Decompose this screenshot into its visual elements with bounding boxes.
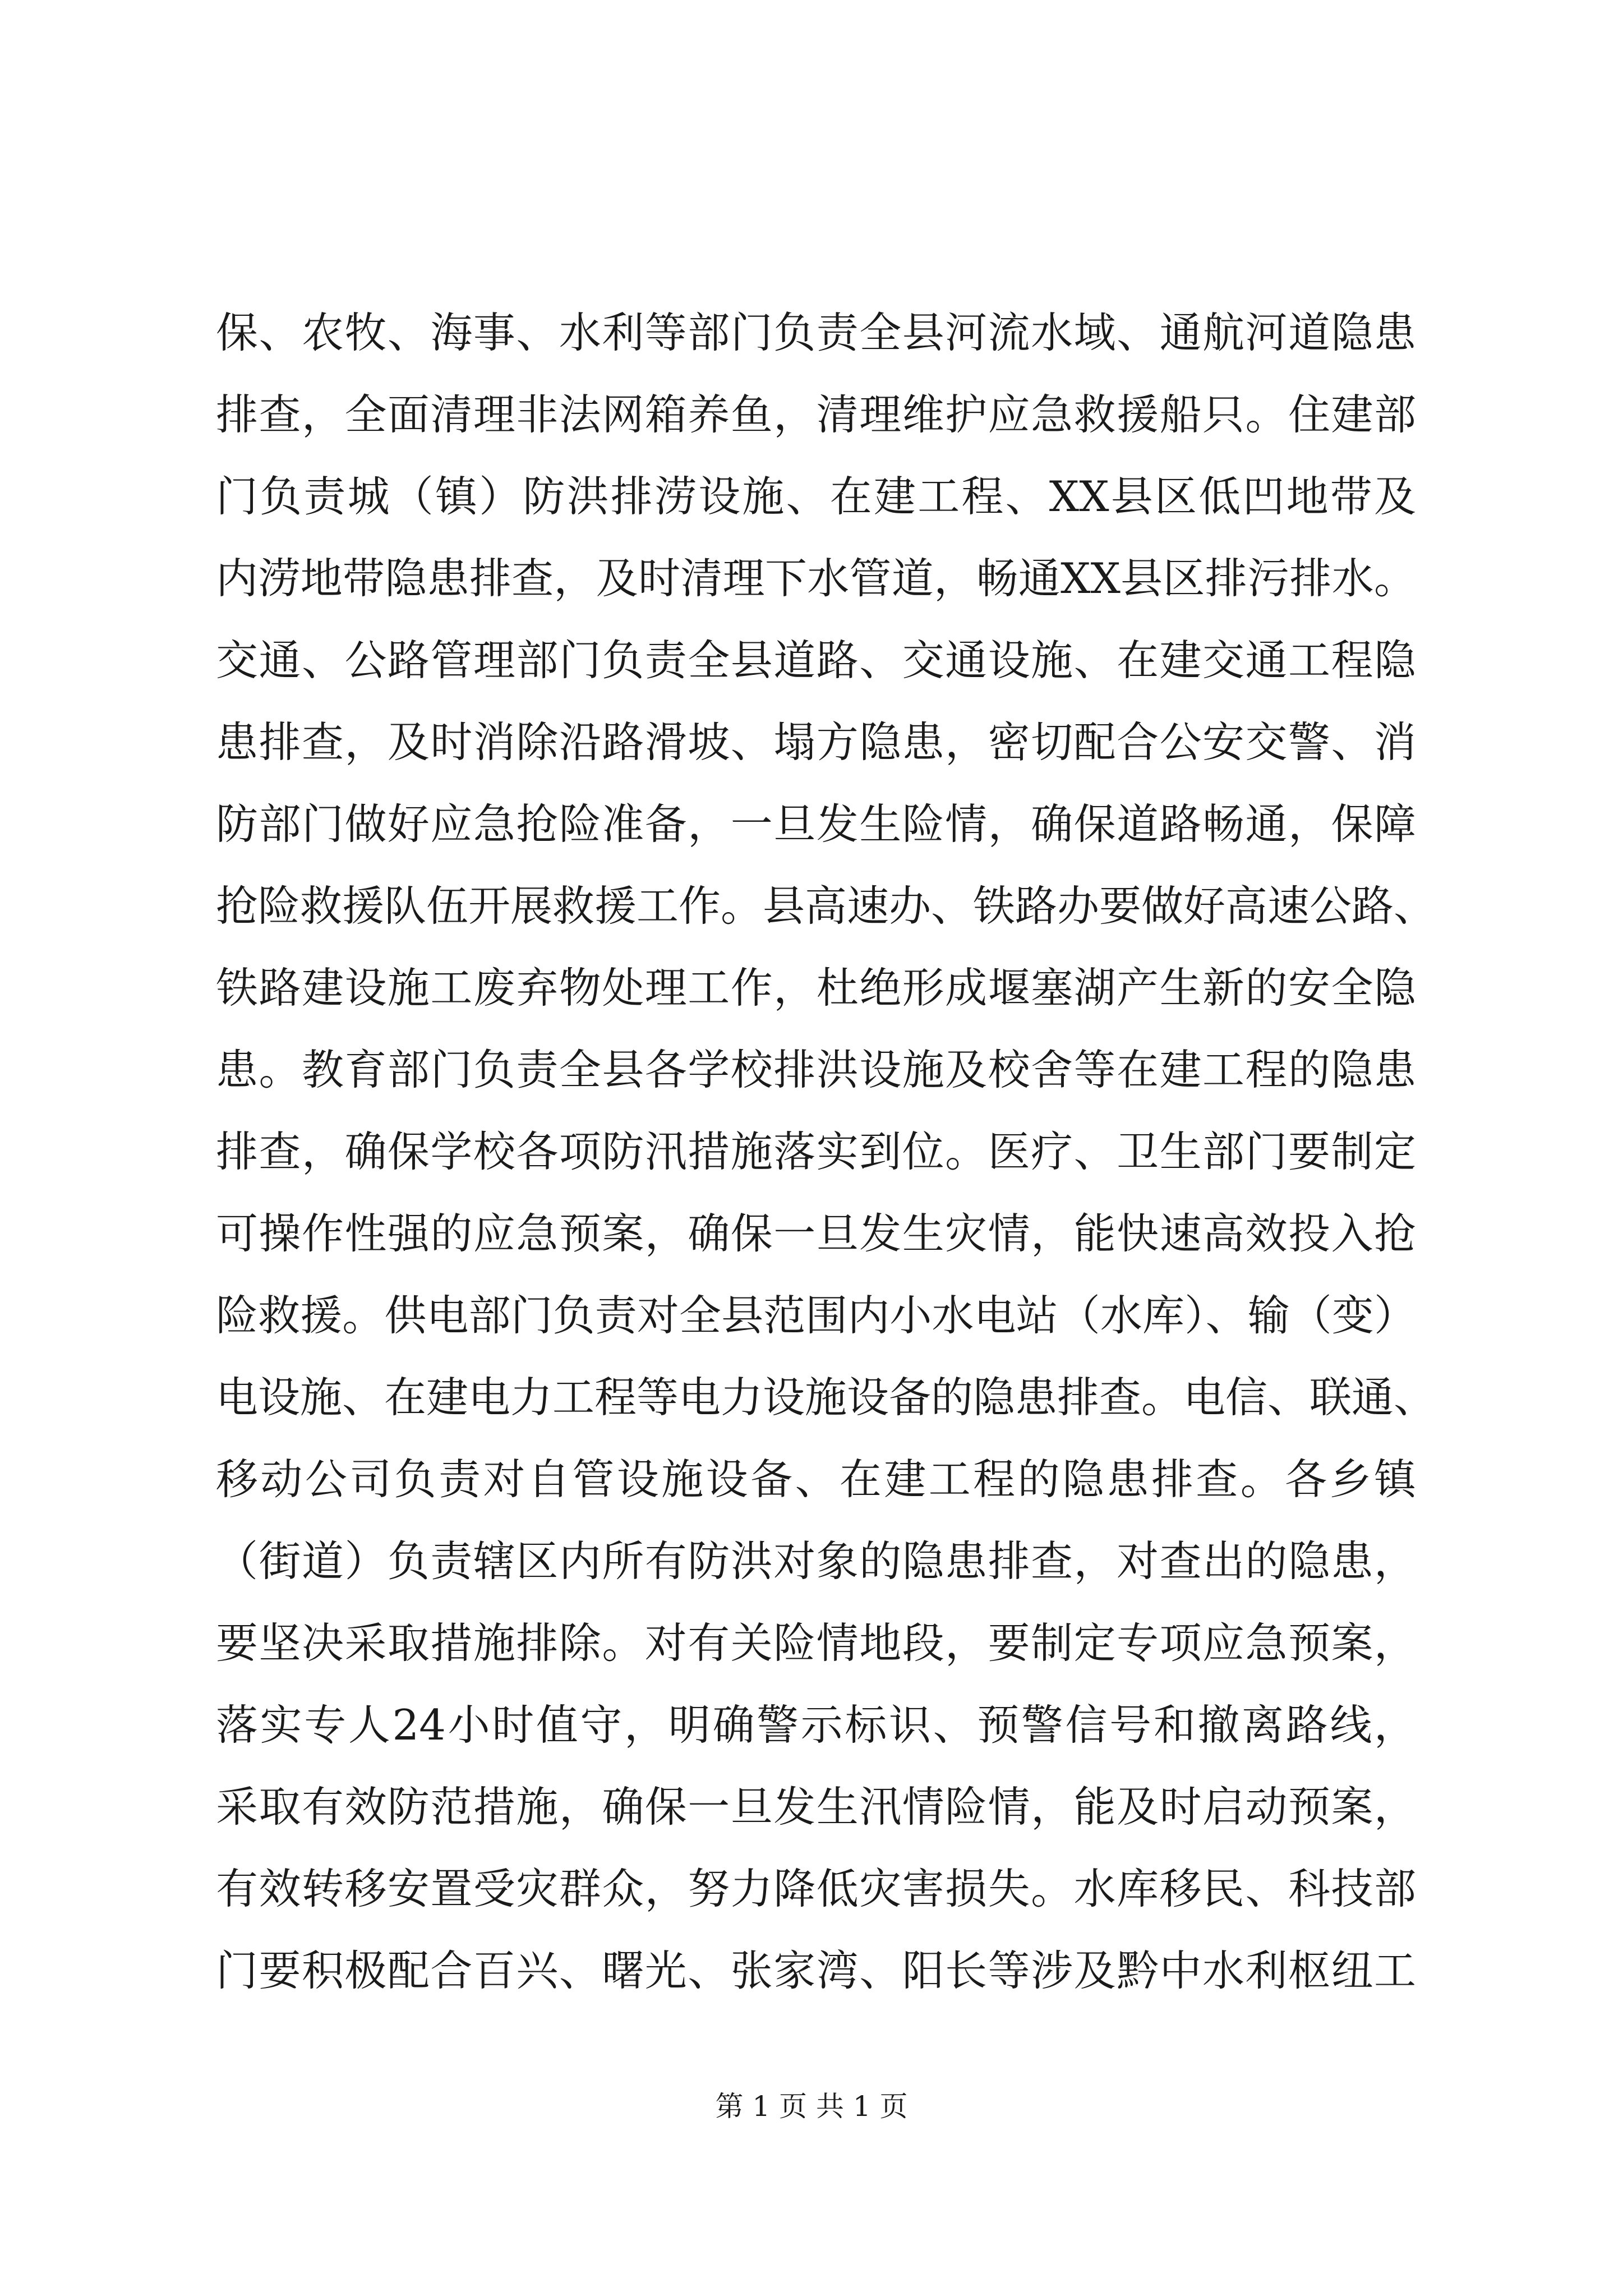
body-text bbox=[216, 292, 1436, 2012]
text-line: 交通、公路管理部门负责全县道路、交通设施、在建交通工程隐 bbox=[216, 636, 1416, 685]
text-line: 排查，全面清理非法网箱养鱼，清理维护应急救援船只。住建部 bbox=[216, 390, 1416, 439]
text-line: 落实专人24小时值守，明确警示标识、预警信号和撤离路线， bbox=[216, 1700, 1416, 1750]
text-line: 排查，确保学校各项防汛措施落实到位。医疗、卫生部门要制定 bbox=[216, 1127, 1416, 1176]
text-line: 门负责城（镇）防洪排涝设施、在建工程、XX县区低凹地带及 bbox=[216, 472, 1416, 521]
text-line: 险救援。供电部门负责对全县范围内小水电站（水库）、输（变） bbox=[216, 1291, 1416, 1340]
text-line: 采取有效防范措施，确保一旦发生汛情险情，能及时启动预案， bbox=[216, 1782, 1416, 1832]
text-line: 内涝地带隐患排查，及时清理下水管道，畅通XX县区排污排水。 bbox=[216, 554, 1416, 603]
text-line: 防部门做好应急抢险准备，一旦发生险情，确保道路畅通，保障 bbox=[216, 799, 1416, 849]
text-line: 移动公司负责对自管设施设备、在建工程的隐患排查。各乡镇 bbox=[216, 1455, 1416, 1504]
page-number-label: 第 1 页 共 1 页 bbox=[715, 2090, 908, 2123]
text-line: 保、农牧、海事、水利等部门负责全县河流水域、通航河道隐患 bbox=[216, 308, 1416, 357]
text-line: 门要积极配合百兴、曙光、张家湾、阳长等涉及黔中水利枢纽工 bbox=[216, 1946, 1416, 1995]
text-line: 患。教育部门负责全县各学校排洪设施及校舍等在建工程的隐患 bbox=[216, 1045, 1416, 1094]
text-line: 抢险救援队伍开展救援工作。县高速办、铁路办要做好高速公路、 bbox=[216, 881, 1436, 931]
text-line: 要坚决采取措施排除。对有关险情地段，要制定专项应急预案， bbox=[216, 1618, 1416, 1668]
page-footer bbox=[0, 2087, 1623, 2126]
text-line: 有效转移安置受灾群众，努力降低灾害损失。水库移民、科技部 bbox=[216, 1864, 1416, 1913]
text-line: 患排查，及时消除沿路滑坡、塌方隐患，密切配合公安交警、消 bbox=[216, 717, 1416, 767]
text-line: （街道）负责辖区内所有防洪对象的隐患排查，对查出的隐患， bbox=[216, 1536, 1416, 1586]
text-line: 铁路建设施工废弃物处理工作，杜绝形成堰塞湖产生新的安全隐 bbox=[216, 963, 1416, 1013]
text-line: 电设施、在建电力工程等电力设施设备的隐患排查。电信、联通、 bbox=[216, 1373, 1436, 1422]
text-line: 可操作性强的应急预案，确保一旦发生灾情，能快速高效投入抢 bbox=[216, 1209, 1416, 1258]
